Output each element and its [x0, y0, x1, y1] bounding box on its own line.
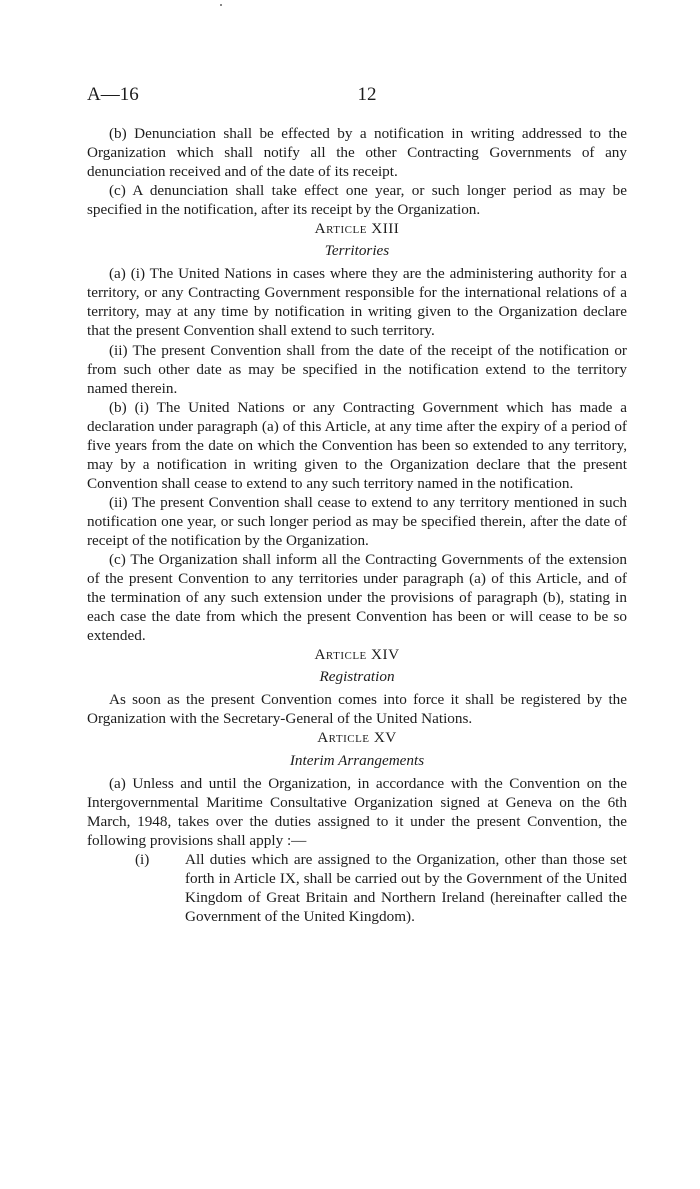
page-number: 12 — [357, 84, 377, 105]
paragraph-13a-i: (a) (i) The United Nations in cases where they are the administering authority for a territory, or any Contracting Government responsible for the international relations of a territory, may at any time by notification in writing given to the Organization declare that the present Convention shall extend to such territory. — [87, 265, 627, 340]
scan-mark — [220, 4, 222, 6]
paragraph-13b-ii: (ii) The present Convention shall cease to extend to any territory mentioned in such notification one year, or such longer period as may be specified therein, after the date of receipt of the notification by the Organization. — [87, 493, 627, 549]
document-code: A—16 — [87, 84, 139, 105]
list-item-label: (i) — [135, 850, 150, 868]
document-body — [87, 124, 627, 926]
list-item-15a-i — [87, 850, 627, 926]
article-14-title: Registration — [319, 668, 395, 686]
list-item-text: All duties which are assigned to the Organization, other than those set forth in Article IX, shall be carried out by the Government of the United Kingdom of Great Britain and Northern Ireland (hereinafter called the Government of the United Kingdom). — [185, 850, 627, 925]
paragraph-13c: (c) The Organization shall inform all the Contracting Governments of the extension of the present Convention to any territories under paragraph (a) of this Article, and of the termination of any such extension under the provisions of paragraph (b), stating in each case the date from which the present Convention has been or will cease to be so extended. — [87, 551, 627, 645]
article-13-heading: Article XIII — [314, 220, 400, 238]
paragraph-13a-ii: (ii) The present Convention shall from the date of the receipt of the notification or from such other date as may be specified in the notification extend to the territory named therein. — [87, 341, 627, 397]
article-14-heading: Article XIV — [314, 646, 400, 664]
page-header — [87, 84, 627, 108]
article-13-title: Territories — [324, 242, 390, 260]
paragraph-15a: (a) Unless and until the Organization, in accordance with the Convention on the Intergovernmental Maritime Consultative Organization signed at Geneva on the 6th March, 1948, takes over the duties assigned to it under the present Convention, the following provisions shall apply :— — [87, 774, 627, 849]
article-15-title: Interim Arrangements — [289, 751, 425, 769]
paragraph-13b-i: (b) (i) The United Nations or any Contracting Government which has made a declaration under paragraph (a) of this Article, at any time after the expiry of a period of five years from the date on which the Convention has been so extended to any territory, may by a notification in writing given to the Organization declare that the present Convention shall cease to extend to any such territory named in the notification. — [87, 398, 627, 492]
paragraph-14: As soon as the present Convention comes into force it shall be registered by the Organization with the Secretary-General of the United Nations. — [87, 691, 627, 728]
article-15-heading: Article XV — [317, 729, 397, 747]
paragraph-12c: (c) A denunciation shall take effect one year, or such longer period as may be specified in the notification, after its receipt by the Organization. — [87, 182, 627, 219]
paragraph-12b: (b) Denunciation shall be effected by a notification in writing addressed to the Organization which shall notify all the other Contracting Governments of any denunciation received and of the date of its receipt. — [87, 125, 627, 181]
